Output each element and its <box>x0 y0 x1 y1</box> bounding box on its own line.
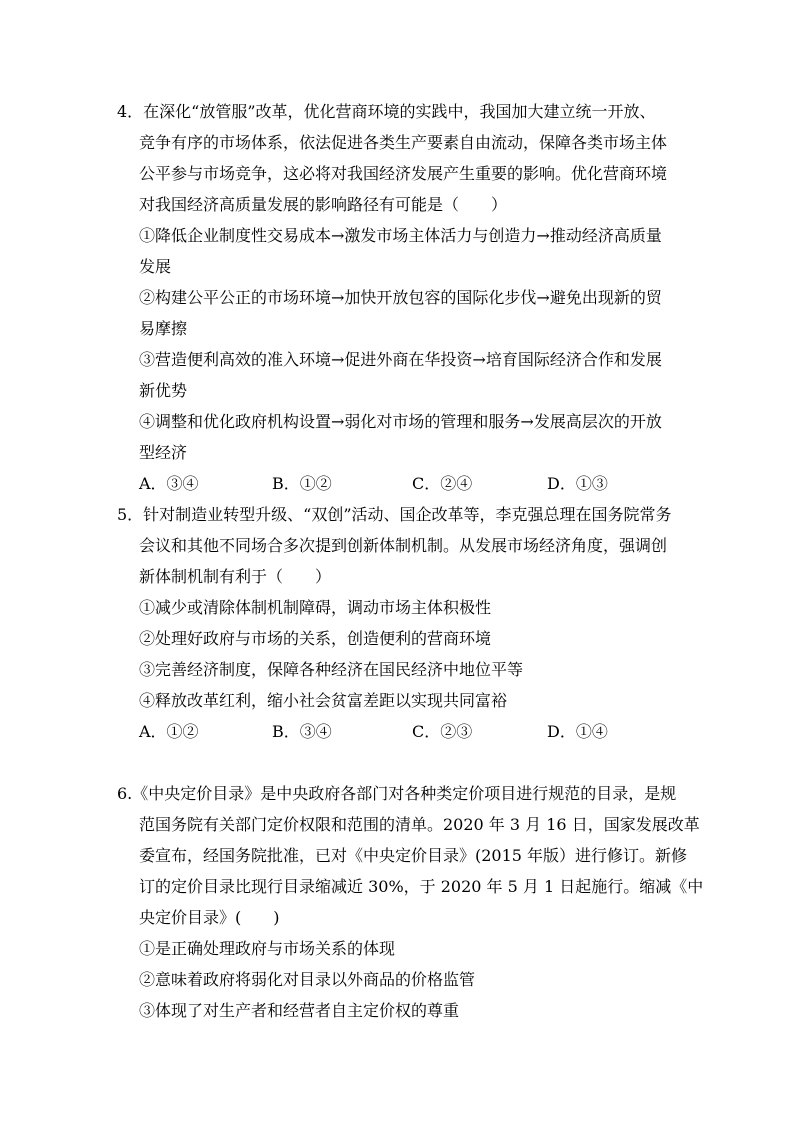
question-6-stem-line: 6.《中央定价目录》是中央政府各部门对各种类定价项目进行规范的目录，是规 <box>117 784 677 803</box>
question-4-statement-4-cont: 型经济 <box>139 443 188 462</box>
option-a[interactable]: A．③④ <box>139 474 199 493</box>
question-6-stem-line: 央定价目录》( ) <box>139 908 280 927</box>
option-c[interactable]: C．②④ <box>412 474 473 493</box>
question-5-stem-line: 新体制机制有利于（ ） <box>139 567 332 586</box>
question-6-stem-line: 订的定价目录比现行目录缩减近 30%，于 2020 年 5 月 1 日起施行。缩减《中 <box>139 877 704 896</box>
question-6-stem-line: 范国务院有关部门定价权限和范围的清单。2020 年 3 月 16 日，国家发展改革 <box>139 815 700 834</box>
question-5 <box>117 499 682 747</box>
option-d[interactable]: D．①③ <box>547 474 608 493</box>
question-6-statement-2: ②意味着政府将弱化对目录以外商品的价格监管 <box>139 970 476 989</box>
question-6-stem-line: 委宣布，经国务院批准，已对《中央定价目录》(2015 年版）进行修订。新修 <box>139 846 688 865</box>
option-a[interactable]: A．①② <box>139 722 199 741</box>
question-4-stem-line: 公平参与市场竞争，这必将对我国经济发展产生重要的影响。优化营商环境 <box>139 164 668 183</box>
option-d[interactable]: D．①④ <box>547 722 608 741</box>
question-6-statement-3: ③体现了对生产者和经营者自主定价权的尊重 <box>139 1001 460 1020</box>
question-4-statement-2-cont: 易摩擦 <box>139 319 188 338</box>
question-4-statement-3-cont: 新优势 <box>139 381 188 400</box>
question-5-stem-line: 5．针对制造业转型升级、“双创”活动、国企改革等，李克强总理在国务院常务 <box>117 505 672 524</box>
option-c[interactable]: C．②③ <box>412 722 473 741</box>
question-5-statement-4: ④释放改革红利，缩小社会贫富差距以实现共同富裕 <box>139 691 508 710</box>
question-5-statement-2: ②处理好政府与市场的关系，创造便利的营商环境 <box>139 629 492 648</box>
question-5-statement-3: ③完善经济制度，保障各种经济在国民经济中地位平等 <box>139 660 524 679</box>
option-b[interactable]: B．③④ <box>272 722 332 741</box>
question-4-stem-line: 4．在深化“放管服”改革，优化营商环境的实践中，我国加大建立统一开放、 <box>117 102 656 121</box>
option-b[interactable]: B．①② <box>272 474 332 493</box>
question-6-statement-1: ①是正确处理政府与市场关系的体现 <box>139 939 396 958</box>
question-4-stem-line: 对我国经济高质量发展的影响路径有可能是（ ） <box>139 195 508 214</box>
question-4-statement-4: ④调整和优化政府机构设置→弱化对市场的管理和服务→发展高层次的开放 <box>139 412 662 431</box>
question-6 <box>117 778 704 1026</box>
question-4-statement-2: ②构建公平公正的市场环境→加快开放包容的国际化步伐→避免出现新的贸 <box>139 288 662 307</box>
question-4-options <box>117 468 682 499</box>
question-5-options <box>117 716 682 747</box>
question-4-stem-line: 竞争有序的市场体系，依法促进各类生产要素自由流动，保障各类市场主体 <box>139 133 668 152</box>
question-4 <box>117 96 682 499</box>
question-5-stem-line: 会议和其他不同场合多次提到创新体制机制。从发展市场经济角度，强调创 <box>139 536 668 555</box>
question-4-statement-1-cont: 发展 <box>139 257 172 276</box>
question-4-statement-3: ③营造便利高效的准入环境→促进外商在华投资→培育国际经济合作和发展 <box>139 350 662 369</box>
question-4-statement-1: ①降低企业制度性交易成本→激发市场主体活力与创造力→推动经济高质量 <box>139 226 662 245</box>
question-5-statement-1: ①减少或清除体制机制障碍，调动市场主体积极性 <box>139 598 492 617</box>
